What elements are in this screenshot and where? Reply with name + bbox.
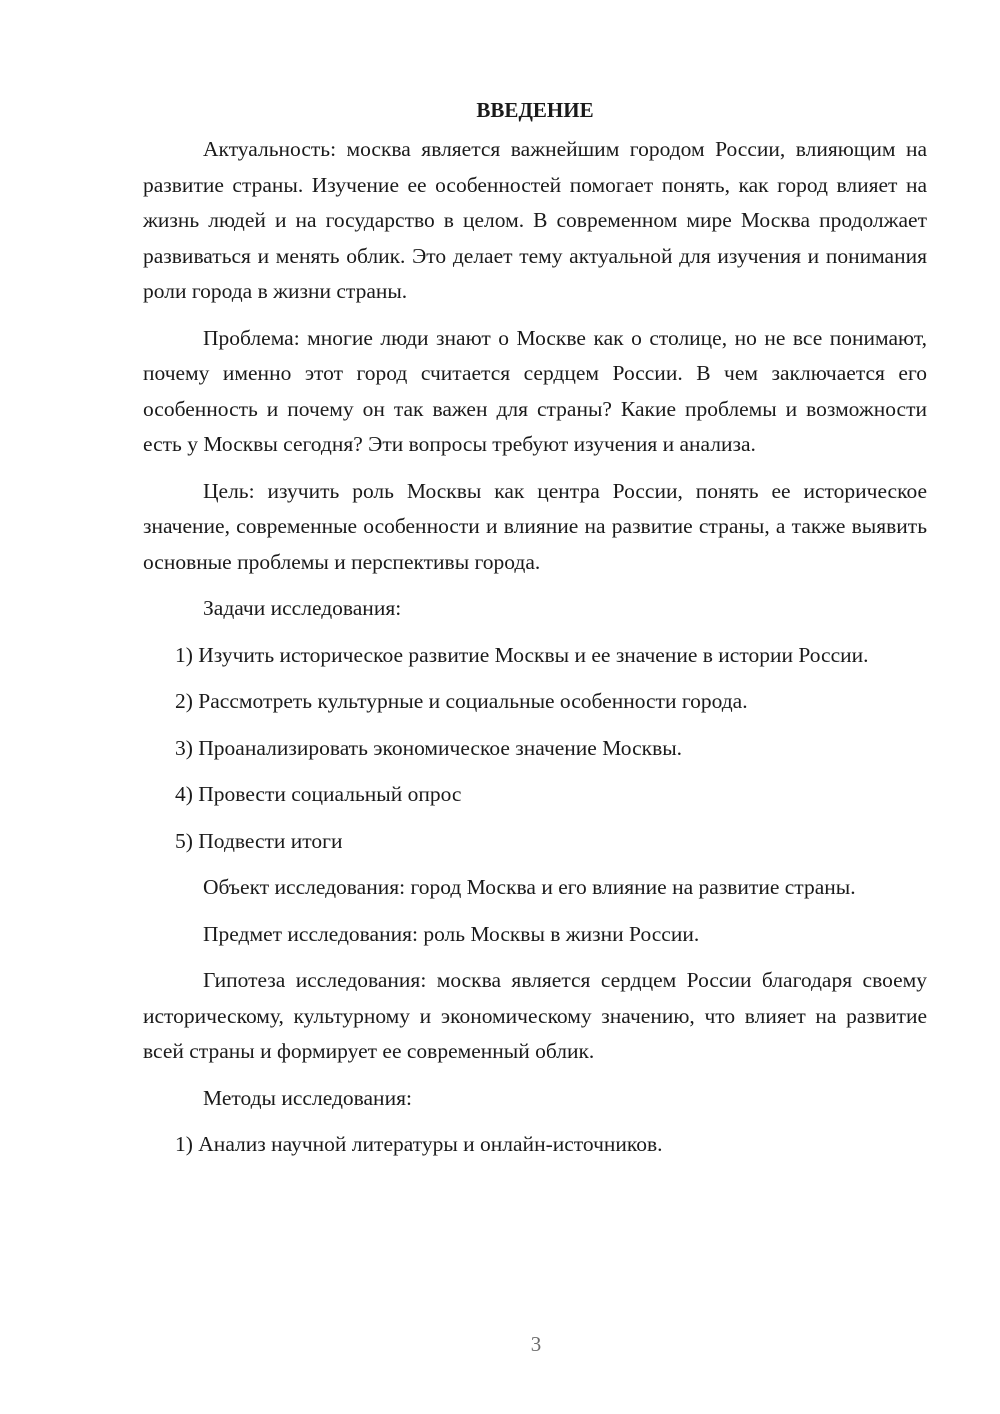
section-heading: ВВЕДЕНИЕ	[476, 98, 594, 122]
task-item-1: 1) Изучить историческое развитие Москвы и ее значение в истории России.	[175, 642, 869, 667]
task-item-4: 4) Провести социальный опрос	[175, 782, 462, 806]
page-number: 3	[530, 1332, 542, 1356]
relevance-paragraph: Актуальность: москва является важнейшим городом России, влияющим на развитие страны. Изучение ее особенностей помогает понять, как город влияет на жизнь людей и на государство в целом. В современном мире Москва продолжает развиваться и менять облик. Это делает тему актуальной для изучения и понимания роли города в жизни страны.	[143, 137, 927, 303]
hypothesis-paragraph: Гипотеза исследования: москва является сердцем России благодаря своему историческому, культурному и экономическому значению, что влияет на развитие всей страны и формирует ее современный облик.	[143, 968, 927, 1063]
tasks-title: Задачи исследования:	[203, 596, 402, 620]
subject-paragraph: Предмет исследования: роль Москвы в жизни России.	[203, 921, 700, 946]
goal-paragraph: Цель: изучить роль Москвы как центра России, понять ее историческое значение, современные особенности и влияние на развитие страны, а также выявить основные проблемы и перспективы города.	[143, 478, 927, 574]
task-item-5: 5) Подвести итоги	[175, 828, 343, 853]
object-paragraph: Объект исследования: город Москва и его влияние на развитие страны.	[203, 875, 856, 899]
methods-title: Методы исследования:	[203, 1085, 412, 1110]
page-content	[143, 92, 927, 1163]
method-item-1: 1) Анализ научной литературы и онлайн-источников.	[175, 1132, 663, 1156]
problem-paragraph: Проблема: многие люди знают о Москве как о столице, но не все понимают, почему именно этот город считается сердцем России. В чем заключается его особенность и почему он так важен для страны? Какие проблемы и возможности есть у Москвы сегодня? Эти вопросы требуют изучения и анализа.	[143, 325, 927, 456]
task-item-2: 2) Рассмотреть культурные и социальные особенности города.	[175, 689, 748, 713]
task-item-3: 3) Проанализировать экономическое значение Москвы.	[175, 735, 683, 760]
